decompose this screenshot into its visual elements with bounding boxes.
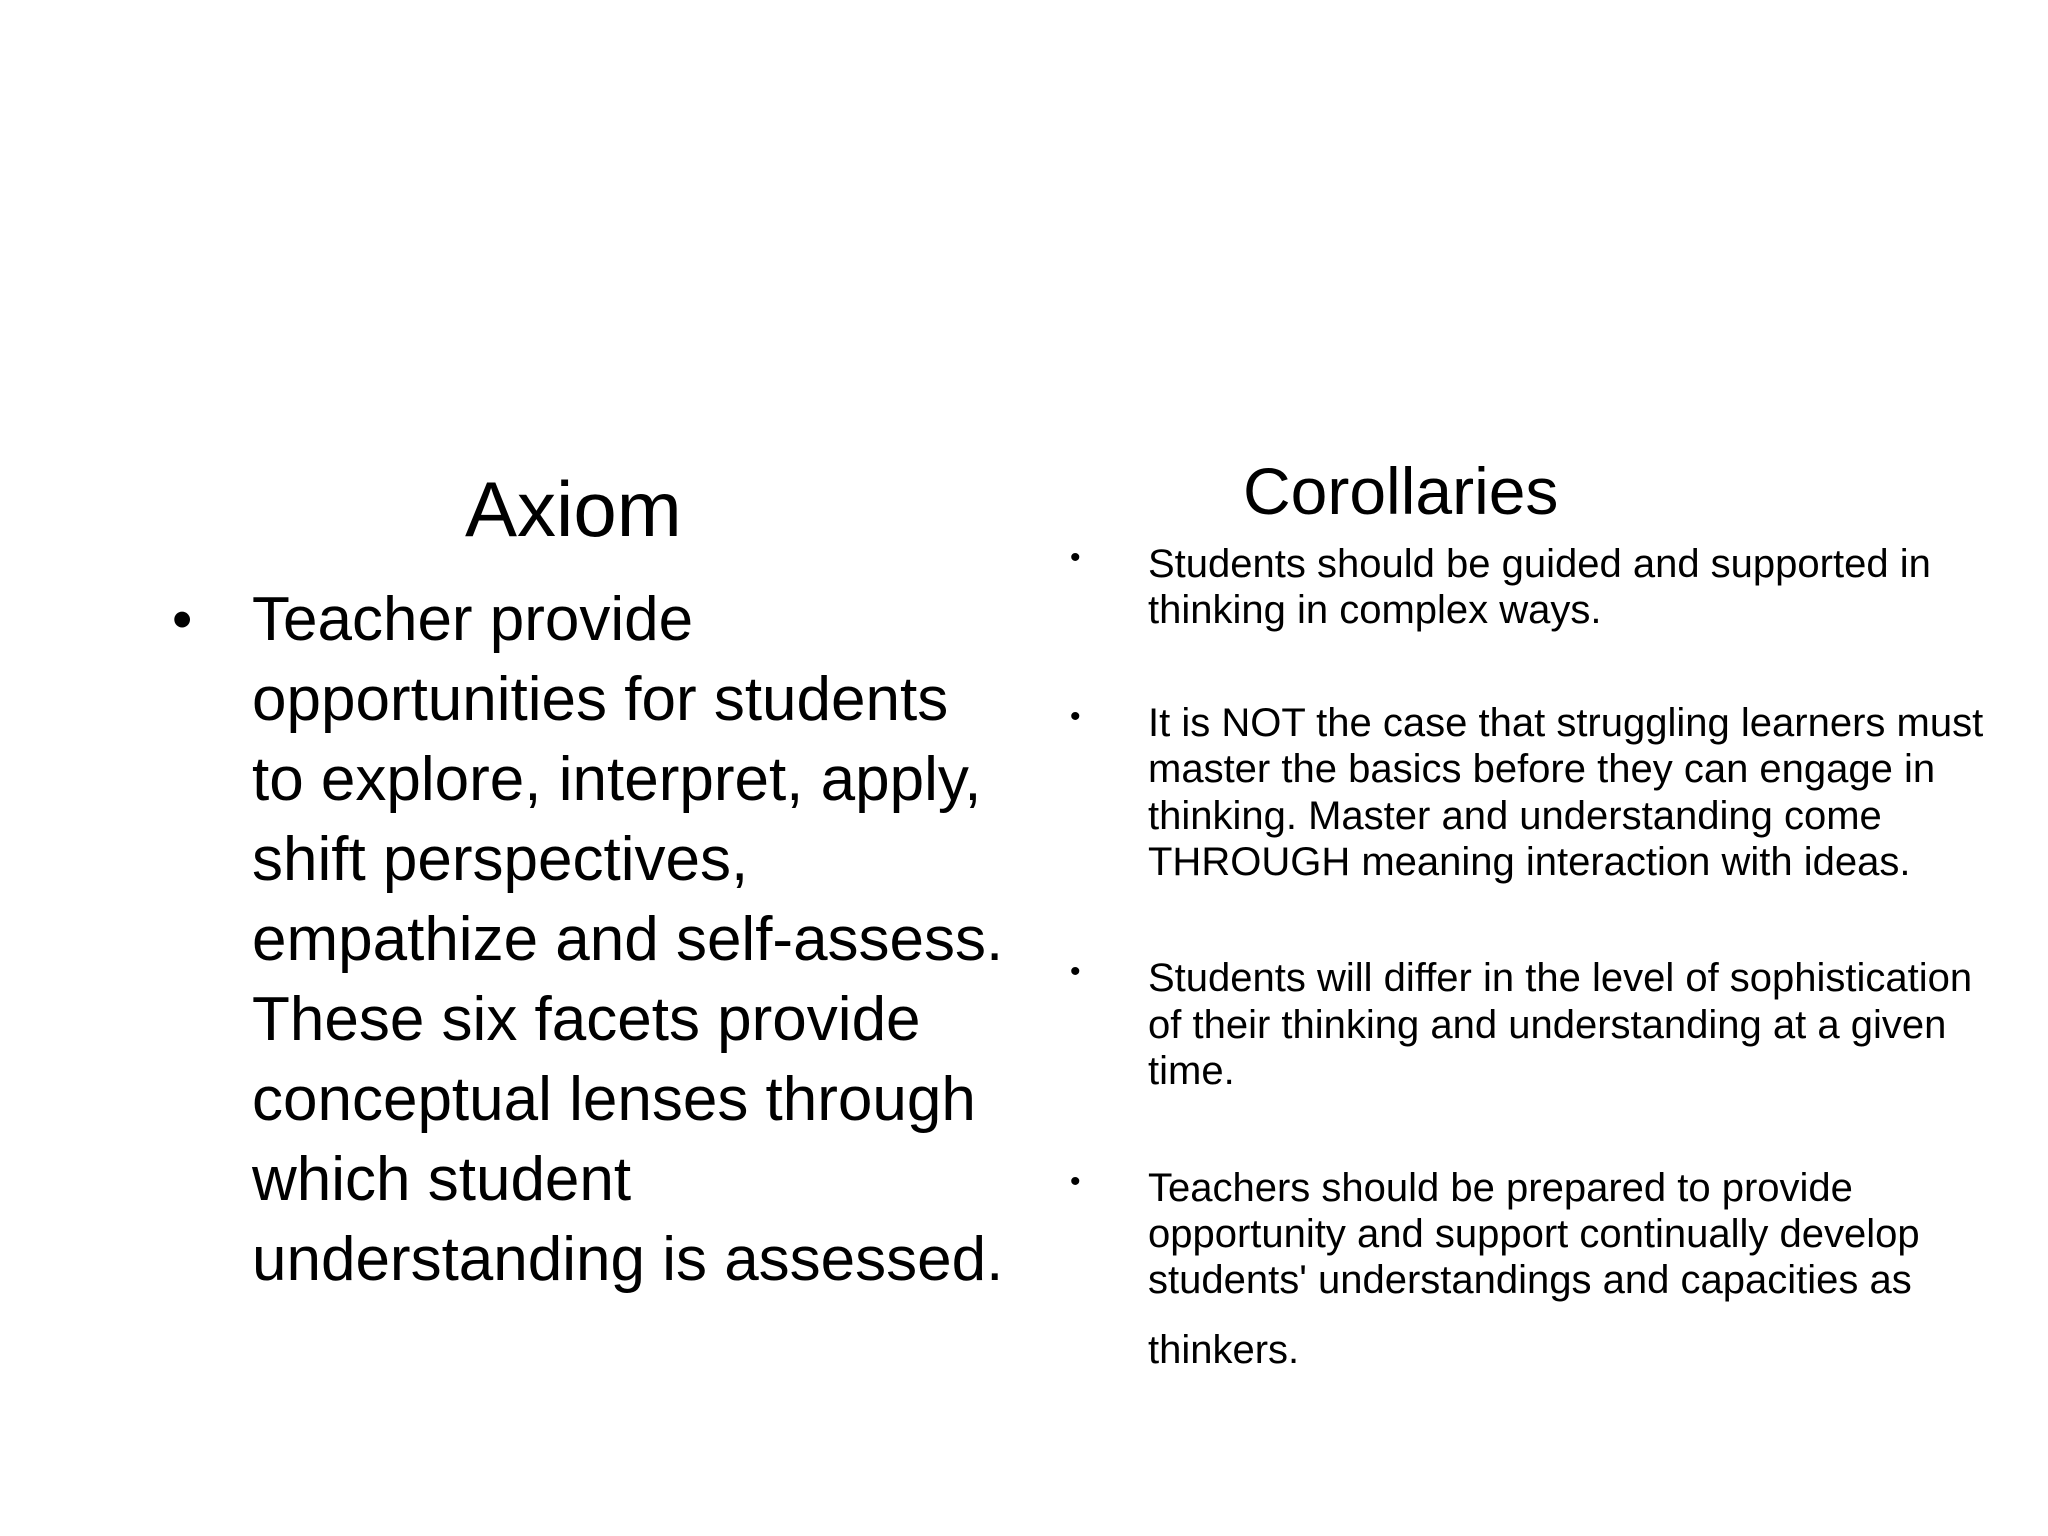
corollaries-heading: Corollaries [1243, 454, 1559, 528]
axiom-text: Teacher provide opportunities for students to explore, interpret, apply, shift perspectives, empathize and self-assess. These six facets provide conceptual lenses through which student understanding is assessed. [252, 585, 1004, 1294]
axiom-list [172, 580, 1022, 1300]
corollary-item [1062, 1165, 2008, 1374]
corollary-text-tail: thinkers. [1148, 1327, 1300, 1372]
corollary-item [1062, 955, 2008, 1094]
corollary-item [1062, 700, 2008, 886]
corollary-text: Students will differ in the level of sophistication of their thinking and understanding at a given time. [1148, 956, 1973, 1094]
bullet-icon: • [1070, 699, 1081, 733]
corollary-text: Teachers should be prepared to provide opportunity and support continually develop students' understandings and capacities as [1148, 1165, 1920, 1303]
bullet-icon: • [172, 587, 193, 652]
bullet-icon: • [1070, 1164, 1081, 1198]
axiom-bullet-item [172, 580, 1012, 1300]
corollary-text: It is NOT the case that struggling learners must master the basics before they can engage in thinking. Master and understanding come THROUGH meaning interaction with ideas. [1148, 700, 1984, 885]
corollary-item [1062, 541, 2008, 634]
corollaries-list [1062, 541, 2022, 1373]
bullet-icon: • [1070, 541, 1081, 574]
corollary-text: Students should be guided and supported in thinking in complex ways. [1148, 542, 1931, 633]
bullet-icon: • [1070, 955, 1081, 989]
axiom-heading: Axiom [465, 465, 682, 553]
